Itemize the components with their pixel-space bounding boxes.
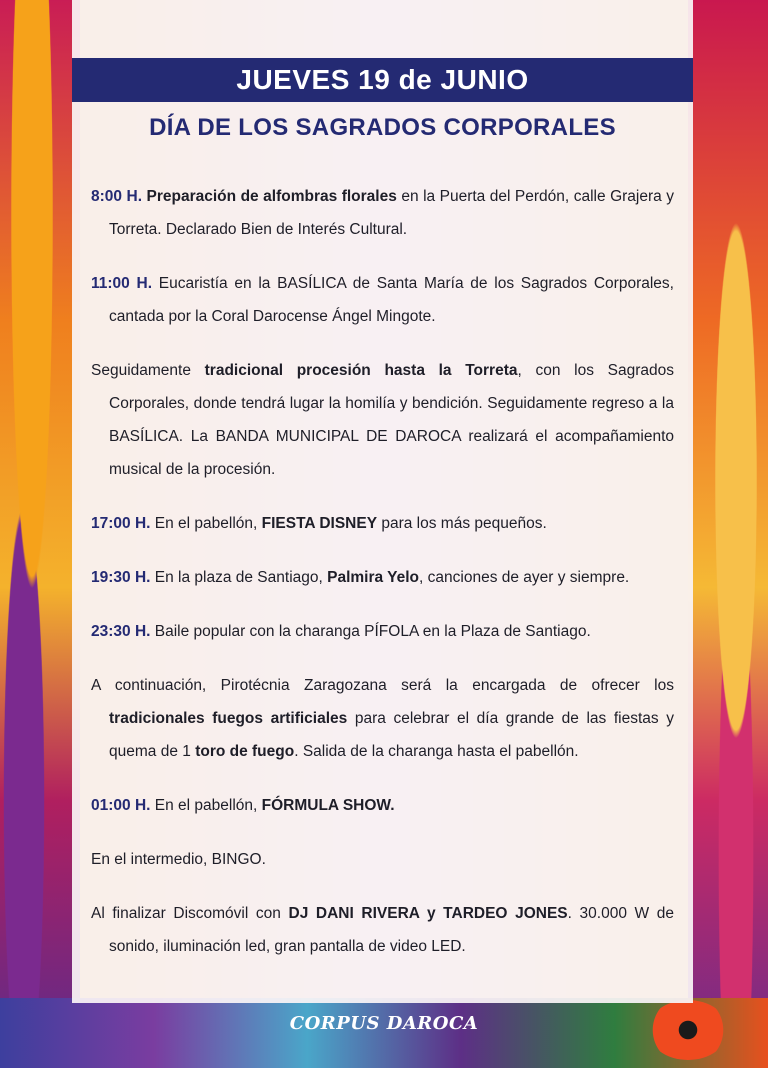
event-text: , con los Sagrados Corporales, donde tendrá lugar la homilía y bendición. Seguidamente regreso a la BASÍLICA. La BANDA MUNICIPAL DE DAROCA realizará el acompañamiento musical de la procesión. — [109, 362, 674, 478]
event-text: En la plaza de Santiago, — [150, 569, 328, 586]
event-time: 11:00 H. — [91, 275, 153, 292]
event-text: En el intermedio, BINGO. — [91, 851, 266, 868]
program-item — [91, 897, 674, 963]
event-text: Eucaristía en la BASÍLICA de Santa María de los Sagrados Corporales, cantada por la Coral Darocense Ángel Mingote. — [109, 275, 674, 325]
stained-glass-right — [688, 0, 768, 1068]
event-text: en la Puerta del Perdón, calle Grajera y Torreta. Declarado Bien de Interés Cultural. — [109, 188, 674, 238]
event-text: Baile popular con la charanga PÍFOLA en la Plaza de Santiago. — [150, 623, 591, 640]
page-subtitle: DÍA DE LOS SAGRADOS CORPORALES — [149, 114, 616, 141]
highlight-text: tradicional procesión hasta la Torreta — [204, 362, 518, 379]
event-time: 8:00 H. — [91, 188, 143, 205]
highlight-text: tradicionales fuegos artificiales — [109, 710, 348, 727]
highlight-text: FIESTA DISNEY — [261, 515, 378, 532]
highlight-text: Palmira Yelo — [327, 569, 420, 586]
highlight-text: Preparación de alfombras florales — [146, 188, 397, 205]
stained-glass-left — [0, 0, 80, 1068]
highlight-text: toro de fuego — [195, 743, 295, 760]
event-text: para celebrar el día grande de las fiestas y quema de 1 — [109, 710, 674, 760]
highlight-text: DJ DANI RIVERA y TARDEO JONES — [288, 905, 568, 922]
footer-label: CORPUS DAROCA — [289, 1013, 479, 1034]
event-text: . Salida de la charanga hasta el pabellón. — [294, 743, 579, 760]
program-item — [91, 669, 674, 768]
event-time: 19:30 H. — [91, 569, 151, 586]
event-time: 17:00 H. — [91, 515, 151, 532]
event-text: Seguidamente — [91, 362, 205, 379]
program-list — [91, 180, 674, 984]
program-item — [91, 615, 674, 648]
event-text: para los más pequeños. — [377, 515, 547, 532]
event-text: , canciones de ayer y siempre. — [419, 569, 630, 586]
program-item — [91, 507, 674, 540]
program-item — [91, 267, 674, 333]
event-text: . 30.000 W de sonido, iluminación led, gran pantalla de video LED. — [109, 905, 674, 955]
program-item — [91, 843, 674, 876]
program-item — [91, 561, 674, 594]
event-text: Al finalizar Discomóvil con — [91, 905, 289, 922]
event-text: A continuación, Pirotécnia Zaragozana será la encargada de ofrecer los — [91, 677, 674, 694]
highlight-text: FÓRMULA SHOW. — [261, 797, 395, 814]
date-banner — [72, 58, 693, 102]
event-time: 01:00 H. — [91, 797, 151, 814]
event-time: 23:30 H. — [91, 623, 151, 640]
program-item — [91, 354, 674, 486]
program-item — [91, 180, 674, 246]
event-text: En el pabellón, — [150, 797, 262, 814]
event-text: En el pabellón, — [150, 515, 262, 532]
program-item — [91, 789, 674, 822]
page-title: JUEVES 19 de JUNIO — [236, 64, 529, 95]
